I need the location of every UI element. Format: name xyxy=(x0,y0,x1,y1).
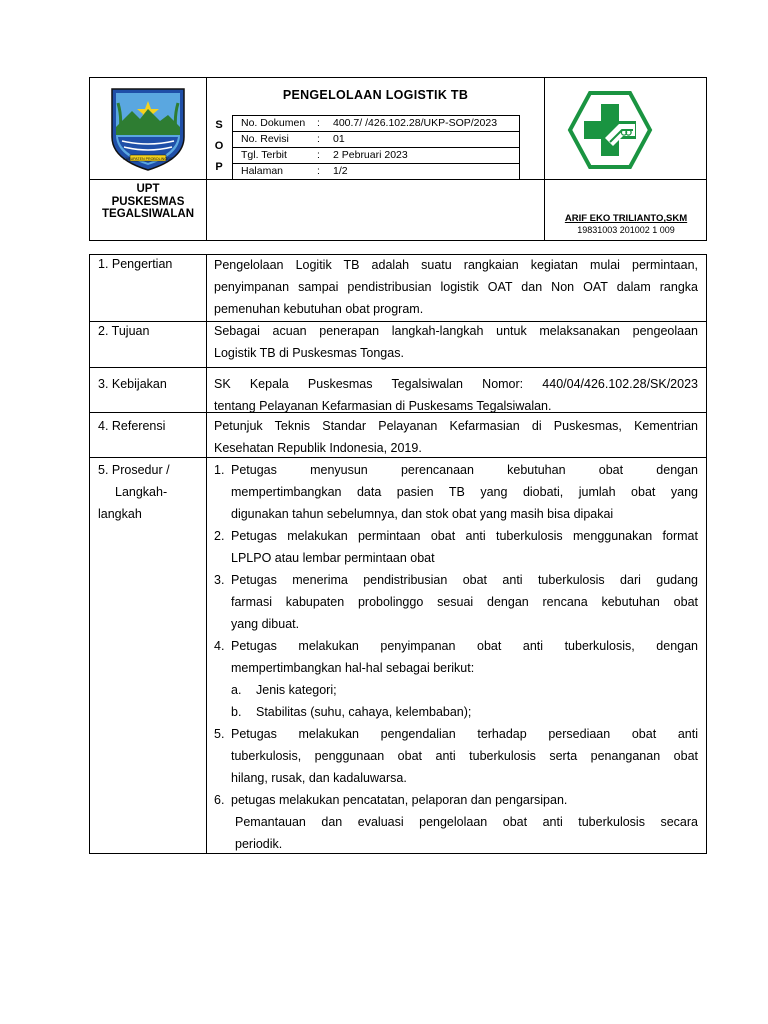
text-line: SK Kepala Puskesmas Tegalsiwalan Nomor: 440/04/426.102.28/SK/2023 xyxy=(214,377,698,391)
text-line: Petugas melakukan penyimpanan obat anti tuberkulosis, dengan xyxy=(231,639,698,653)
meta-key: No. Dokumen xyxy=(241,117,306,129)
meta-sep: : xyxy=(317,149,320,161)
step-number: 5. xyxy=(214,727,225,741)
section-text-tujuan xyxy=(214,320,698,364)
divider xyxy=(206,255,207,853)
sop-content-table xyxy=(89,254,707,854)
step-number: 1. xyxy=(214,463,225,477)
text-line: hilang, rusak, dan kadaluwarsa. xyxy=(231,771,407,785)
step-number: 6. xyxy=(214,793,225,807)
closing-paragraph xyxy=(214,811,698,855)
text-line: Kesehatan Republik Indonesia, 2019. xyxy=(214,441,422,455)
procedure-list xyxy=(214,459,698,811)
list-item xyxy=(214,789,698,811)
document-title: PENGELOLAAN LOGISTIK TB xyxy=(282,88,469,102)
text-line: farmasi kabupaten probolinggo sesuai dengan rencana kebutuhan obat xyxy=(231,595,698,609)
list-item xyxy=(214,459,698,525)
label-line: Langkah- xyxy=(115,485,168,499)
meta-value: 2 Pebruari 2023 xyxy=(333,149,408,161)
sub-number: a. xyxy=(231,683,242,697)
procedure-steps xyxy=(214,459,698,855)
text-line: Pemantauan dan evaluasi pengelolaan obat anti tuberkulosis secara xyxy=(235,815,698,829)
meta-key: Tgl. Terbit xyxy=(241,149,287,161)
signer-nip: 19831003 201002 1 009 xyxy=(577,225,675,235)
section-label-referensi: 4. Referensi xyxy=(98,419,166,433)
sub-list xyxy=(231,679,698,723)
label-line: 5. Prosedur / xyxy=(98,463,170,477)
step-number: 4. xyxy=(214,639,225,653)
text-line: mempertimbangkan hal-hal sebagai berikut: xyxy=(231,661,475,675)
signer-name: ARIF EKO TRILIANTO,SKM xyxy=(564,213,688,224)
sub-text: Jenis kategori; xyxy=(256,683,337,697)
sop-letter: S xyxy=(215,119,223,131)
meta-row xyxy=(233,132,519,148)
text-line: tuberkulosis, penggunaan obat anti tuberkulosis serta penanganan obat xyxy=(231,749,698,763)
sop-letter: P xyxy=(215,161,223,173)
divider xyxy=(206,78,207,240)
text-line: Pengelolaan Logitik TB adalah suatu rangkaian kegiatan mulai permintaan, xyxy=(214,258,698,272)
document-meta-table xyxy=(232,115,520,179)
section-text-pengertian xyxy=(214,254,698,320)
meta-value: 400.7/ /426.102.28/UKP-SOP/2023 xyxy=(333,117,498,129)
list-item xyxy=(214,723,698,789)
regency-emblem-logo xyxy=(108,87,188,172)
text-line: Logistik TB di Puskesmas Tongas. xyxy=(214,346,404,360)
step-number: 3. xyxy=(214,573,225,587)
sub-text: Stabilitas (suhu, cahaya, kelembaban); xyxy=(256,705,472,719)
section-text-referensi xyxy=(214,415,698,459)
meta-key: Halaman xyxy=(241,165,284,177)
section-label-tujuan: 2. Tujuan xyxy=(98,324,150,338)
text-line: petugas melakukan pencatatan, pelaporan dan pengarsipan. xyxy=(231,793,568,807)
list-item xyxy=(214,525,698,569)
sop-letter: O xyxy=(214,140,224,152)
text-line: pemenuhan kebutuhan obat program. xyxy=(214,302,424,316)
sop-header-table xyxy=(89,77,707,241)
divider xyxy=(90,367,706,368)
unit-line: PUSKESMAS xyxy=(111,195,185,208)
text-line: digunakan tahun sebelumnya, dan stok obat yang masih bisa dipakai xyxy=(231,507,614,521)
meta-value: 01 xyxy=(333,133,345,145)
meta-sep: : xyxy=(317,117,320,129)
section-text-kebijakan xyxy=(214,373,698,417)
list-item xyxy=(214,569,698,635)
text-line: periodik. xyxy=(235,837,283,851)
sop-label xyxy=(212,115,226,178)
meta-row xyxy=(233,148,519,164)
puskesmas-logo xyxy=(567,90,653,170)
text-line: Petugas melakukan pengendalian terhadap persediaan obat anti xyxy=(231,727,698,741)
text-line: yang dibuat. xyxy=(231,617,300,631)
section-label-kebijakan: 3. Kebijakan xyxy=(98,377,167,391)
unit-line: UPT xyxy=(136,183,160,195)
unit-line: TEGALSIWALAN xyxy=(102,208,194,220)
text-line: Petugas menyusun perencanaan kebutuhan obat dengan xyxy=(231,463,698,477)
text-line: Sebagai acuan penerapan langkah-langkah untuk melaksanakan pengeolaan xyxy=(214,324,698,338)
text-line: Petunjuk Teknis Standar Pelayanan Kefarmasian di Puskesmas, Kementrian xyxy=(214,419,698,433)
text-line: penyimpanan sampai pendistribusian logistik OAT dan Non OAT dalam rangka xyxy=(214,280,698,294)
text-line: tentang Pelayanan Kefarmasian di Puskesams Tegalsiwalan. xyxy=(214,399,552,413)
list-item xyxy=(214,635,698,723)
meta-value: 1/2 xyxy=(333,165,348,177)
section-label-pengertian: 1. Pengertian xyxy=(98,257,173,271)
emblem-ribbon-text: KABUPATEN PROBOLINGGO xyxy=(123,156,173,161)
sub-item xyxy=(231,701,698,723)
sub-item xyxy=(231,679,698,701)
section-label-prosedur xyxy=(98,459,170,525)
text-line: LPLPO atau lembar permintaan obat xyxy=(231,551,435,565)
signer-block xyxy=(544,213,708,235)
unit-name xyxy=(90,183,206,221)
sub-number: b. xyxy=(231,705,242,719)
meta-row xyxy=(233,116,519,132)
meta-row xyxy=(233,164,519,180)
label-line: langkah xyxy=(98,507,142,521)
text-line: Petugas melakukan permintaan obat anti tuberkulosis menggunakan format xyxy=(231,529,698,543)
meta-sep: : xyxy=(317,165,320,177)
step-number: 2. xyxy=(214,529,225,543)
text-line: Petugas menerima pendistribusian obat anti tuberkulosis dari gudang xyxy=(231,573,698,587)
meta-key: No. Revisi xyxy=(241,133,289,145)
text-line: mempertimbangkan data pasien TB yang diobati, jumlah obat yang xyxy=(231,485,698,499)
meta-sep: : xyxy=(317,133,320,145)
